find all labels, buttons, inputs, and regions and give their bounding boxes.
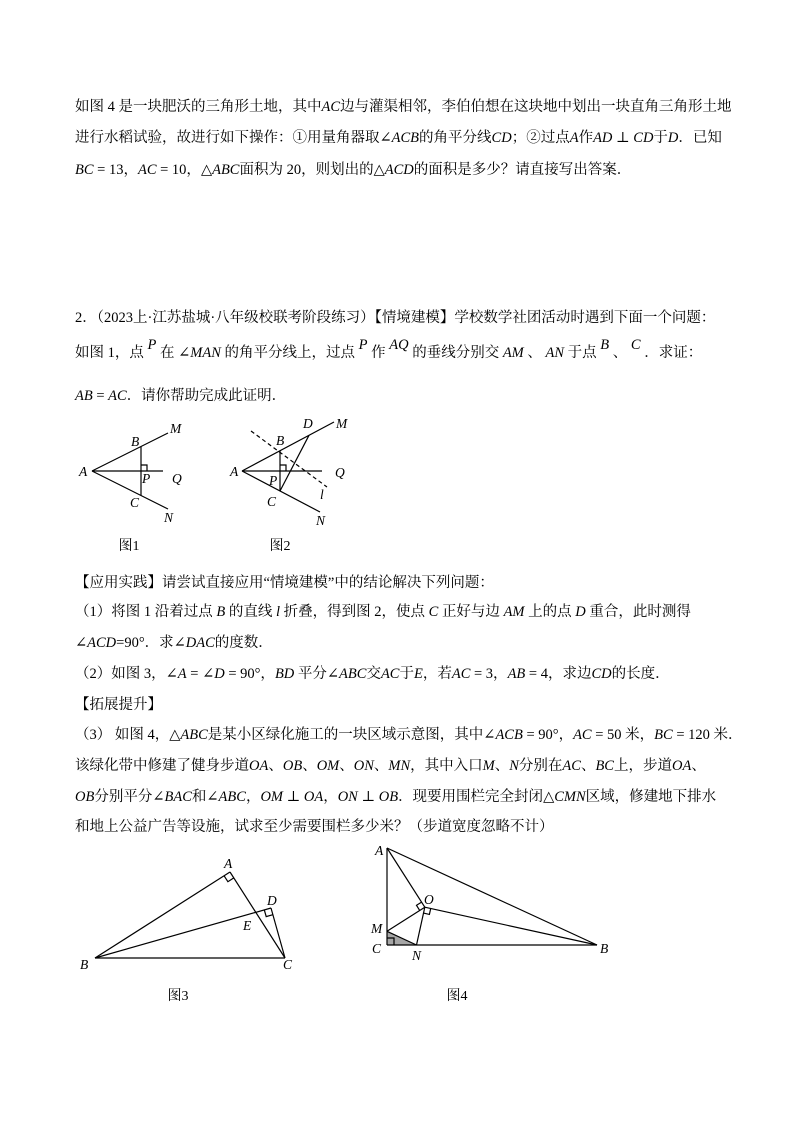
- math-expression: ∠A: [165, 666, 187, 682]
- text-run: 2．（2023上·江苏盐城·八年级校联考阶段练习）【情境建模】学校数学社团活动时遇到下面一个问题：: [75, 310, 716, 326]
- figure-1: [78, 421, 182, 525]
- text-run: 上，步道: [613, 758, 672, 774]
- math-expression: ∠DAC: [173, 635, 215, 651]
- math-expression: MN: [388, 758, 411, 774]
- math-expression: AD ⊥ CD: [593, 130, 654, 146]
- label-n: N: [412, 948, 422, 963]
- text-run: 如图 1，点: [75, 345, 148, 361]
- text-run: ，其中入口: [410, 758, 483, 774]
- segment-bd: [95, 908, 271, 958]
- text-run: 的长度．: [611, 666, 670, 682]
- text-run: = 13，: [93, 162, 138, 178]
- label-c: C: [267, 494, 277, 509]
- label-p: P: [269, 473, 278, 488]
- label-a: A: [79, 464, 88, 479]
- segment-ab: [95, 872, 230, 958]
- math-expression: AN: [545, 345, 565, 361]
- math-expression: ∠BAC: [152, 789, 192, 805]
- text-run: 上的点: [524, 604, 576, 620]
- ray-am: [242, 422, 334, 471]
- figure-2: [229, 416, 348, 528]
- math-expression: ON: [353, 758, 374, 774]
- text-run: = 120 米．: [672, 727, 743, 743]
- text-run: = 90°，: [224, 666, 275, 682]
- text-run: 作: [367, 345, 390, 361]
- text-run: = 3，: [470, 666, 508, 682]
- math-expression: N: [509, 758, 519, 774]
- label-d: D: [267, 893, 277, 908]
- math-expression: D: [667, 130, 679, 146]
- text-run: =: [186, 666, 203, 682]
- text-run: 于: [399, 666, 414, 682]
- fold-line-l: [251, 431, 327, 487]
- text-run: 交: [366, 666, 381, 682]
- text-run: ，: [323, 789, 338, 805]
- figure-1-caption: 图1: [118, 539, 140, 554]
- text-run: 的角平分线上，过点: [220, 345, 359, 361]
- text-run: 的直线: [225, 604, 276, 620]
- math-expression: AB: [507, 666, 526, 682]
- math-expression: D: [575, 604, 586, 620]
- text-run: ．现要用围栏完全封闭: [398, 789, 544, 805]
- label-q: Q: [172, 471, 182, 486]
- text-run: 作: [578, 130, 594, 146]
- text-run: 该绿化带中修建了健身步道: [75, 758, 249, 774]
- path-om: [387, 907, 425, 931]
- text-run: ．请你帮助完成此证明．: [126, 388, 287, 404]
- text-run: = 10，: [156, 162, 201, 178]
- label-n: N: [316, 513, 326, 528]
- text-run: 区域，修建地下排水: [585, 789, 717, 805]
- label-b: B: [276, 433, 285, 448]
- math-expression: ∠ACB: [483, 727, 523, 743]
- math-expression: B: [600, 337, 610, 353]
- text-run: 【拓展提升】: [75, 697, 162, 713]
- math-expression: B: [216, 604, 226, 620]
- label-b: B: [80, 957, 89, 972]
- math-expression: ∠ACD: [75, 635, 117, 651]
- math-expression: CD: [491, 130, 512, 146]
- math-expression: ∠ABC: [206, 789, 246, 805]
- label-l: l: [320, 487, 324, 502]
- figure-2-caption: 图2: [269, 539, 291, 554]
- label-m: M: [371, 921, 383, 936]
- math-expression: AC: [380, 666, 400, 682]
- text-run: 在: [156, 345, 179, 361]
- math-expression: △ACD: [373, 162, 414, 178]
- math-expression: OM: [316, 758, 340, 774]
- text-run: 平分: [294, 666, 327, 682]
- ray-am: [92, 433, 168, 471]
- math-expression: AC: [562, 758, 581, 774]
- math-expression: AM: [502, 345, 524, 361]
- math-expression: BC: [654, 727, 673, 743]
- math-expression: ∠ABC: [326, 666, 367, 682]
- text-run: （1）将图 1 沿着过点: [75, 604, 217, 620]
- math-expression: AC: [573, 727, 592, 743]
- math-expression: A: [569, 130, 579, 146]
- text-run: 、: [580, 758, 596, 774]
- text-run: 和地上公益广告等设施，试求至少需要围栏多少米？（步道宽度忽略不计）: [75, 819, 554, 835]
- math-expression: AB: [75, 388, 93, 404]
- text-run: ；②过点: [511, 130, 570, 146]
- math-expression: E: [413, 666, 423, 682]
- label-e: E: [243, 918, 252, 933]
- math-expression: P: [358, 337, 368, 353]
- text-run: 、: [373, 758, 389, 774]
- label-b: B: [600, 941, 609, 956]
- segment-ac: [230, 872, 285, 958]
- math-expression: AC: [108, 388, 127, 404]
- math-expression: C: [428, 604, 439, 620]
- text-run: 、: [302, 758, 317, 774]
- text-run: 的度数．: [214, 635, 273, 651]
- label-c: C: [372, 941, 382, 956]
- text-run: ．求证：: [640, 345, 703, 361]
- text-run: 于点: [564, 345, 601, 361]
- math-expression: OB: [75, 789, 95, 805]
- text-run: 分别平分: [94, 789, 153, 805]
- text-run: 折叠，得到图 2，使点: [280, 604, 429, 620]
- text-run: 是某小区绿化施工的一块区域示意图，其中: [207, 727, 484, 743]
- text-run: 、: [609, 345, 631, 361]
- text-run: =: [92, 388, 109, 404]
- text-run: ．已知: [678, 130, 722, 146]
- math-expression: BD: [274, 666, 295, 682]
- text-run: =90°．求: [116, 635, 174, 651]
- math-expression: △ABC: [169, 727, 208, 743]
- text-run: 边与灌渠相邻，李伯伯想在这块地中划出一块直角三角形土地: [340, 99, 732, 115]
- math-expression: CD: [591, 666, 612, 682]
- math-expression: ∠MAN: [178, 345, 221, 361]
- math-expression: AC: [451, 666, 471, 682]
- math-expression: ∠ACB: [379, 130, 420, 146]
- text-run: 的面积是多少？请直接写出答案．: [413, 162, 632, 178]
- math-expression: ∠D: [202, 666, 225, 682]
- text-run: ，若: [422, 666, 452, 682]
- math-expression: AC: [321, 99, 341, 115]
- math-expression: BC: [75, 162, 94, 178]
- text-run: 正好与边: [438, 604, 504, 620]
- text-run: = 50 米，: [591, 727, 655, 743]
- text-run: 、: [494, 758, 510, 774]
- math-expression: OA: [671, 758, 692, 774]
- text-run: 、: [339, 758, 354, 774]
- text-run: 【应用实践】请尝试直接应用“情境建模”中的结论解决下列问题：: [75, 575, 494, 591]
- text-run: ，: [245, 789, 261, 805]
- label-c: C: [283, 957, 293, 972]
- math-expression: AM: [503, 604, 525, 620]
- math-expression: △ABC: [200, 162, 240, 178]
- math-expression: AQ: [389, 337, 409, 353]
- text-run: （2）如图 3，: [75, 666, 166, 682]
- label-a: A: [375, 843, 384, 858]
- math-expression: AC: [137, 162, 157, 178]
- text-run: 重合，此时测得: [585, 604, 691, 620]
- math-expression: OM ⊥ OA: [260, 789, 324, 805]
- right-angle-mark-p: [280, 465, 286, 471]
- math-expression: l: [275, 604, 281, 620]
- label-d: D: [303, 416, 313, 431]
- text-run: = 90°，: [522, 727, 574, 743]
- math-expression: M: [482, 758, 495, 774]
- math-expression: C: [630, 337, 641, 353]
- math-expression: △CMN: [543, 789, 586, 805]
- math-expression: BC: [595, 758, 614, 774]
- text-run: 的垂线分别交: [408, 345, 503, 361]
- text-run: 进行水稻试验，故进行如下操作：①用量角器取: [75, 130, 380, 146]
- label-o: O: [424, 892, 434, 907]
- label-m: M: [170, 421, 182, 436]
- ray-an: [242, 471, 320, 512]
- segment-cd: [271, 908, 285, 958]
- text-run: 、: [523, 345, 546, 361]
- label-p: P: [142, 471, 151, 486]
- label-b: B: [131, 434, 140, 449]
- text-run: 面积为 20，则划出的: [239, 162, 374, 178]
- label-a: A: [230, 464, 239, 479]
- label-q: Q: [335, 465, 345, 480]
- label-m: M: [336, 416, 348, 431]
- text-run: 的角平分线: [419, 130, 492, 146]
- label-a: A: [224, 856, 233, 871]
- math-expression: OB: [282, 758, 303, 774]
- text-run: 、: [268, 758, 283, 774]
- label-c: C: [130, 495, 140, 510]
- path-ob: [425, 907, 597, 945]
- math-expression: ON ⊥ OB: [337, 789, 399, 805]
- text-run: 、: [691, 758, 706, 774]
- text-run: = 4，求边: [525, 666, 592, 682]
- text-run: （3） 如图 4，: [75, 727, 170, 743]
- figure-4-caption: 图4: [446, 989, 468, 1004]
- figure-3-caption: 图3: [167, 989, 189, 1004]
- figure-4: [370, 843, 608, 963]
- math-expression: P: [147, 337, 157, 353]
- label-n: N: [164, 510, 174, 525]
- text-run: 和: [191, 789, 207, 805]
- figure-3: [80, 856, 293, 972]
- math-expression: OA: [249, 758, 269, 774]
- text-run: 分别在: [518, 758, 563, 774]
- text-run: 如图 4 是一块肥沃的三角形土地，其中: [75, 99, 322, 115]
- text-run: 于: [653, 130, 668, 146]
